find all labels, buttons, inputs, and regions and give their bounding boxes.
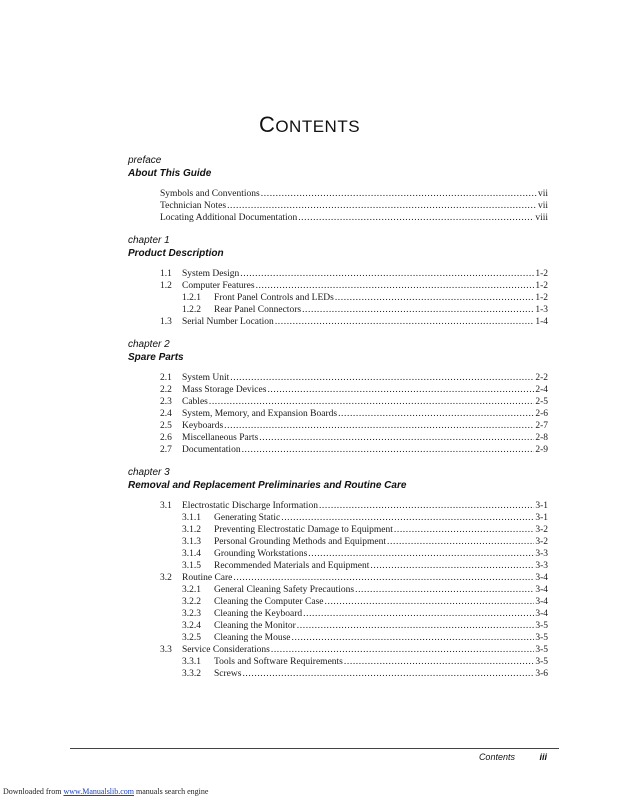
toc-entry-number: 3.2.5 [182,633,201,643]
toc-entry-number: 3.3.1 [182,657,201,667]
dot-leader [224,420,534,432]
toc-entry-page: 3-4 [535,573,548,583]
toc-section [128,234,548,328]
footer-label: Contents [478,752,515,762]
download-note-suffix: manuals search engine [134,787,209,796]
toc-entry-list [160,500,548,680]
toc-entry-page: 2-4 [535,385,548,395]
toc-entry[interactable] [160,548,548,560]
toc-entry-title: Computer Features [182,281,255,291]
dot-leader [335,292,535,304]
toc-entry-number: 3.2 [160,573,172,583]
toc-entry-number: 2.5 [160,421,172,431]
download-note [3,787,208,796]
dot-leader [297,620,535,632]
dot-leader [230,372,534,384]
toc-entry[interactable] [160,500,548,512]
toc-entry[interactable] [160,620,548,632]
toc-entry-title: Keyboards [182,421,224,431]
toc-entry[interactable] [160,432,548,444]
footer-divider [70,748,559,749]
toc-entry-title: Routine Care [182,573,233,583]
toc-entry-page: 3-5 [535,657,548,667]
toc-entry-title: Technician Notes [160,201,227,211]
toc-entry-number: 1.2.1 [182,293,201,303]
toc-entry-title: Rear Panel Connectors [214,305,302,315]
toc-entry-page: 3-3 [535,549,548,559]
toc-entry-number: 3.1.3 [182,537,201,547]
dot-leader [325,596,535,608]
toc-entry-title: System Design [182,269,240,279]
toc-entry[interactable] [160,384,548,396]
toc-entry-title: Cleaning the Keyboard [214,609,303,619]
page-title [0,112,619,138]
toc-entry-page: 1-4 [535,317,548,327]
toc-entry-number: 3.2.1 [182,585,201,595]
toc-entry[interactable] [160,656,548,668]
dot-leader [271,644,534,656]
toc-entry[interactable] [160,420,548,432]
toc-entry-page: 3-2 [535,525,548,535]
toc-entry-number: 1.3 [160,317,172,327]
dot-leader [209,396,534,408]
dot-leader [308,548,534,560]
toc-entry-number: 3.3.2 [182,669,201,679]
toc-entry-number: 3.1.1 [182,513,201,523]
toc-entry-title: Locating Additional Documentation [160,213,298,223]
toc-entry-title: Miscellaneous Parts [182,433,259,443]
toc-entry-number: 3.2.4 [182,621,201,631]
dot-leader [281,512,534,524]
toc-entry-title: Electrostatic Discharge Information [182,501,318,511]
dot-leader [303,608,534,620]
toc-entry-page: 3-5 [535,633,548,643]
toc-entry-page: 3-4 [535,609,548,619]
dot-leader [344,656,534,668]
dot-leader [292,632,535,644]
toc-entry-page: 2-6 [535,409,548,419]
toc-section [128,466,548,680]
toc-entry-number: 2.2 [160,385,172,395]
dot-leader [242,444,535,456]
toc-entry-title: Cleaning the Computer Case [214,597,324,607]
toc-entry-title: Front Panel Controls and LEDs [214,293,334,303]
dot-leader [338,408,534,420]
toc-entry-title: Grounding Workstations [214,549,308,559]
toc-entry-page: vii [537,201,548,211]
toc-entry[interactable] [160,212,548,224]
toc-entry-number: 2.4 [160,409,172,419]
manualslib-link[interactable]: www.Manualslib.com [63,787,135,796]
toc-entry[interactable] [160,560,548,572]
toc-entry[interactable] [160,632,548,644]
toc-entry-page: 3-4 [535,597,548,607]
toc-entry[interactable] [160,280,548,292]
toc-entry[interactable] [160,644,548,656]
dot-leader [302,304,534,316]
toc-entry[interactable] [160,536,548,548]
dot-leader [227,200,537,212]
toc-entry-page: 1-2 [535,269,548,279]
toc-entry-title: Screws [214,669,242,679]
section-title: Removal and Replacement Preliminaries and Routine Care [128,480,407,491]
toc-entry-page: 3-5 [535,645,548,655]
toc-entry-title: System Unit [182,373,230,383]
toc-entry-number: 3.1.4 [182,549,201,559]
toc-entry[interactable] [160,512,548,524]
dot-leader [240,268,534,280]
toc-entry[interactable] [160,444,548,456]
toc-entry-page: 1-2 [535,281,548,291]
toc-entry[interactable] [160,372,548,384]
toc-entry-title: System, Memory, and Expansion Boards [182,409,338,419]
toc-entry[interactable] [160,268,548,280]
toc-entry-title: Generating Static [214,513,281,523]
toc-entry-page: 2-7 [535,421,548,431]
toc-entry-title: Recommended Materials and Equipment [214,561,370,571]
toc-entry-page: 2-5 [535,397,548,407]
section-kicker: chapter 3 [128,467,170,478]
footer-page-number: iii [539,752,547,762]
toc-entry-number: 3.1.2 [182,525,201,535]
toc-section [128,154,548,224]
page-title-initial: C [258,112,276,137]
toc-entry-number: 3.2.3 [182,609,201,619]
toc-entry-page: vii [537,189,548,199]
toc-entry-page: 2-9 [535,445,548,455]
dot-leader [267,384,534,396]
table-of-contents [128,154,548,690]
toc-entry-list [160,268,548,328]
toc-entry[interactable] [160,304,548,316]
dot-leader [355,584,534,596]
toc-entry-page: viii [535,213,548,223]
dot-leader [298,212,534,224]
dot-leader [387,536,534,548]
toc-entry-number: 3.2.2 [182,597,201,607]
dot-leader [242,668,534,680]
toc-entry-title: Service Considerations [182,645,270,655]
dot-leader [370,560,534,572]
toc-entry-title: Cables [182,397,208,407]
download-note-prefix: Downloaded from [3,787,64,796]
toc-entry-number: 3.1 [160,501,172,511]
toc-entry[interactable] [160,408,548,420]
dot-leader [319,500,534,512]
section-title: About This Guide [128,168,212,179]
dot-leader [233,572,534,584]
section-kicker: preface [128,155,162,166]
section-title: Product Description [128,248,224,259]
toc-entry-number: 2.7 [160,445,172,455]
toc-entry-number: 1.2.2 [182,305,201,315]
toc-entry-number: 2.6 [160,433,172,443]
toc-entry-page: 3-5 [535,621,548,631]
toc-section [128,338,548,456]
toc-entry-page: 3-1 [535,501,548,511]
dot-leader [256,280,535,292]
toc-entry-number: 3.3 [160,645,172,655]
toc-entry[interactable] [160,200,548,212]
toc-entry-number: 1.2 [160,281,172,291]
toc-entry[interactable] [160,188,548,200]
toc-entry-title: General Cleaning Safety Precautions [214,585,355,595]
toc-entry-title: Serial Number Location [182,317,274,327]
toc-entry[interactable] [160,584,548,596]
toc-entry-page: 1-3 [535,305,548,315]
toc-entry-page: 2-2 [535,373,548,383]
dot-leader [275,316,535,328]
toc-entry[interactable] [160,608,548,620]
toc-entry-title: Documentation [182,445,241,455]
toc-entry-number: 2.3 [160,397,172,407]
toc-entry[interactable] [160,596,548,608]
toc-entry-number: 2.1 [160,373,172,383]
dot-leader [259,432,534,444]
toc-entry[interactable] [160,668,548,680]
toc-entry-title: Personal Grounding Methods and Equipment [214,537,387,547]
section-kicker: chapter 1 [128,235,170,246]
toc-entry-title: Mass Storage Devices [182,385,267,395]
toc-entry-title: Cleaning the Monitor [214,621,296,631]
toc-entry-page: 3-1 [535,513,548,523]
page-title-rest: ONTENTS [275,117,361,136]
toc-entry[interactable] [160,316,548,328]
toc-entry-page: 3-3 [535,561,548,571]
toc-entry-number: 1.1 [160,269,172,279]
toc-entry-title: Symbols and Conventions [160,189,260,199]
toc-entry-page: 3-2 [535,537,548,547]
toc-entry-title: Tools and Software Requirements [214,657,343,667]
toc-entry-page: 3-6 [535,669,548,679]
toc-entry-list [160,372,548,456]
toc-entry-page: 3-4 [535,585,548,595]
toc-entry[interactable] [160,572,548,584]
toc-entry[interactable] [160,524,548,536]
dot-leader [261,188,537,200]
toc-entry-title: Cleaning the Mouse [214,633,291,643]
toc-entry[interactable] [160,292,548,304]
toc-entry-title: Preventing Electrostatic Damage to Equipment [214,525,393,535]
toc-entry-page: 2-8 [535,433,548,443]
section-title: Spare Parts [128,352,184,363]
toc-entry-number: 3.1.5 [182,561,201,571]
toc-entry[interactable] [160,396,548,408]
section-kicker: chapter 2 [128,339,170,350]
toc-entry-page: 1-2 [535,293,548,303]
toc-entry-list [160,188,548,224]
page-footer [479,752,547,762]
dot-leader [394,524,534,536]
